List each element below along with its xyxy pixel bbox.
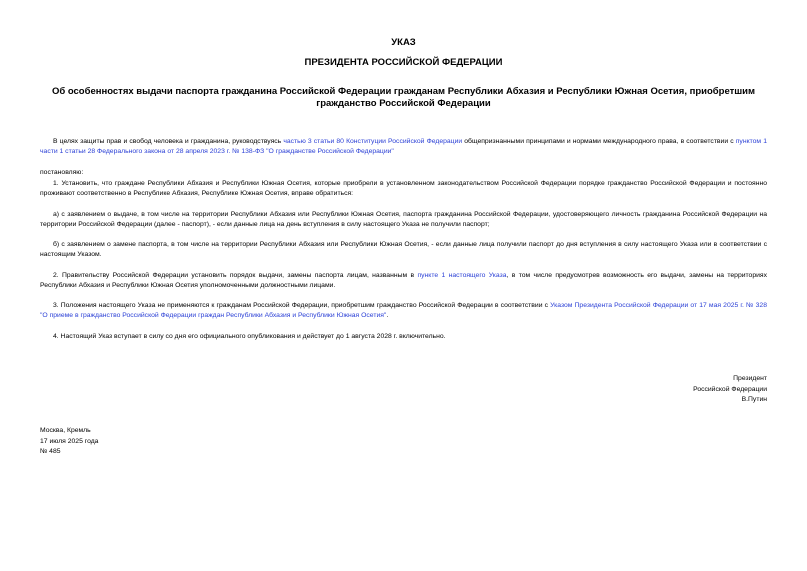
item-3-text-1: 3. Положения настоящего Указа не применяются к гражданам Российской Федерации, приобретшим гражданство Российской Федерации в соответствии с bbox=[53, 302, 551, 309]
preamble-paragraph bbox=[40, 137, 767, 158]
item-1a-paragraph: а) с заявлением о выдаче, в том числе на территории Республики Абхазия или Республики Южная Осетия, паспорта гражданина Российской Федерации, удостоверяющего личность гражданина Российской Федерации на территории Российской Федерации (далее - паспорт), - если данные лица на день вступления в силу настоящего Указа не получили паспорт; bbox=[40, 211, 767, 229]
item-1b-paragraph: б) с заявлением о замене паспорта, в том числе на территории Республики Абхазия или Республики Южная Осетия, - если данные лица получили паспорт до дня вступления в силу настоящего Указа или в соответствии с настоящим Указом. bbox=[40, 241, 767, 259]
item-2-paragraph bbox=[40, 271, 767, 292]
decree-number: № 485 bbox=[40, 448, 61, 455]
document-type-heading: УКАЗ bbox=[391, 37, 416, 48]
decree-word: постановляю: bbox=[40, 169, 84, 176]
signature-organization: Российской Федерации bbox=[693, 385, 767, 393]
signing-place: Москва, Кремль bbox=[40, 427, 91, 434]
signature-title: Президент bbox=[733, 375, 767, 382]
constitution-article-link[interactable]: частью 3 статьи 80 Конституции Российской Федерации bbox=[283, 138, 463, 145]
citizenship-law-link[interactable]: пунктом 1 части 1 статьи 28 Федерального закона от 28 апреля 2023 г. № 138-ФЗ "О гражданстве Российской Федерации" bbox=[40, 138, 767, 156]
preamble-text-2: общепризнанными принципами и нормами международного права, в соответствии с bbox=[462, 138, 736, 145]
place-date-block bbox=[40, 426, 98, 458]
decree-328-link[interactable]: Указом Президента Российской Федерации от 17 мая 2025 г. № 328 bbox=[550, 302, 767, 309]
signature-name: В.Путин bbox=[741, 396, 767, 403]
preamble-text-1: В целях защиты прав и свобод человека и гражданина, руководствуясь bbox=[53, 138, 284, 145]
issuer-heading: ПРЕЗИДЕНТА РОССИЙСКОЙ ФЕДЕРАЦИИ bbox=[304, 57, 503, 68]
item-2-text-1: 2. Правительству Российской Федерации установить порядок выдачи, замены паспорта лицам, названным в bbox=[53, 272, 418, 279]
item-1-reference-link[interactable]: пункте 1 настоящего Указа bbox=[417, 272, 507, 279]
item-4-paragraph: 4. Настоящий Указ вступает в силу со дня его официального опубликования и действует до 1 августа 2028 г. включительно. bbox=[53, 333, 446, 340]
decree-subject: Об особенностях выдачи паспорта гражданина Российской Федерации гражданам Республики Абхазия и Республики Южная Осетия, приобретшим гражданство Российской Федерации bbox=[51, 86, 756, 109]
item-3-text-3: . bbox=[386, 312, 389, 320]
item-1-paragraph: 1. Установить, что граждане Республики Абхазия и Республики Южная Осетия, которые приобрели в установленном законодательством Российской Федерации порядке гражданство Российской Федерации и постоянно проживают соответственно в Республике Абхазия, Республике Южная Осетия, вправе обратиться: bbox=[40, 180, 767, 198]
decree-328-title-link[interactable]: "О приеме в гражданство Российской Федерации граждан Республики Абхазия и Республики Южная Осетия" bbox=[40, 312, 387, 320]
signature-block bbox=[693, 374, 767, 406]
item-3-paragraph bbox=[40, 301, 767, 322]
signing-date: 17 июля 2025 года bbox=[40, 437, 99, 445]
item-2-text-2: , в том числе предусмотрев возможность его выдачи, замены на территориях Республики Абхазия и Республики Южная Осетия уполномоченными должностными лицами. bbox=[40, 272, 767, 290]
